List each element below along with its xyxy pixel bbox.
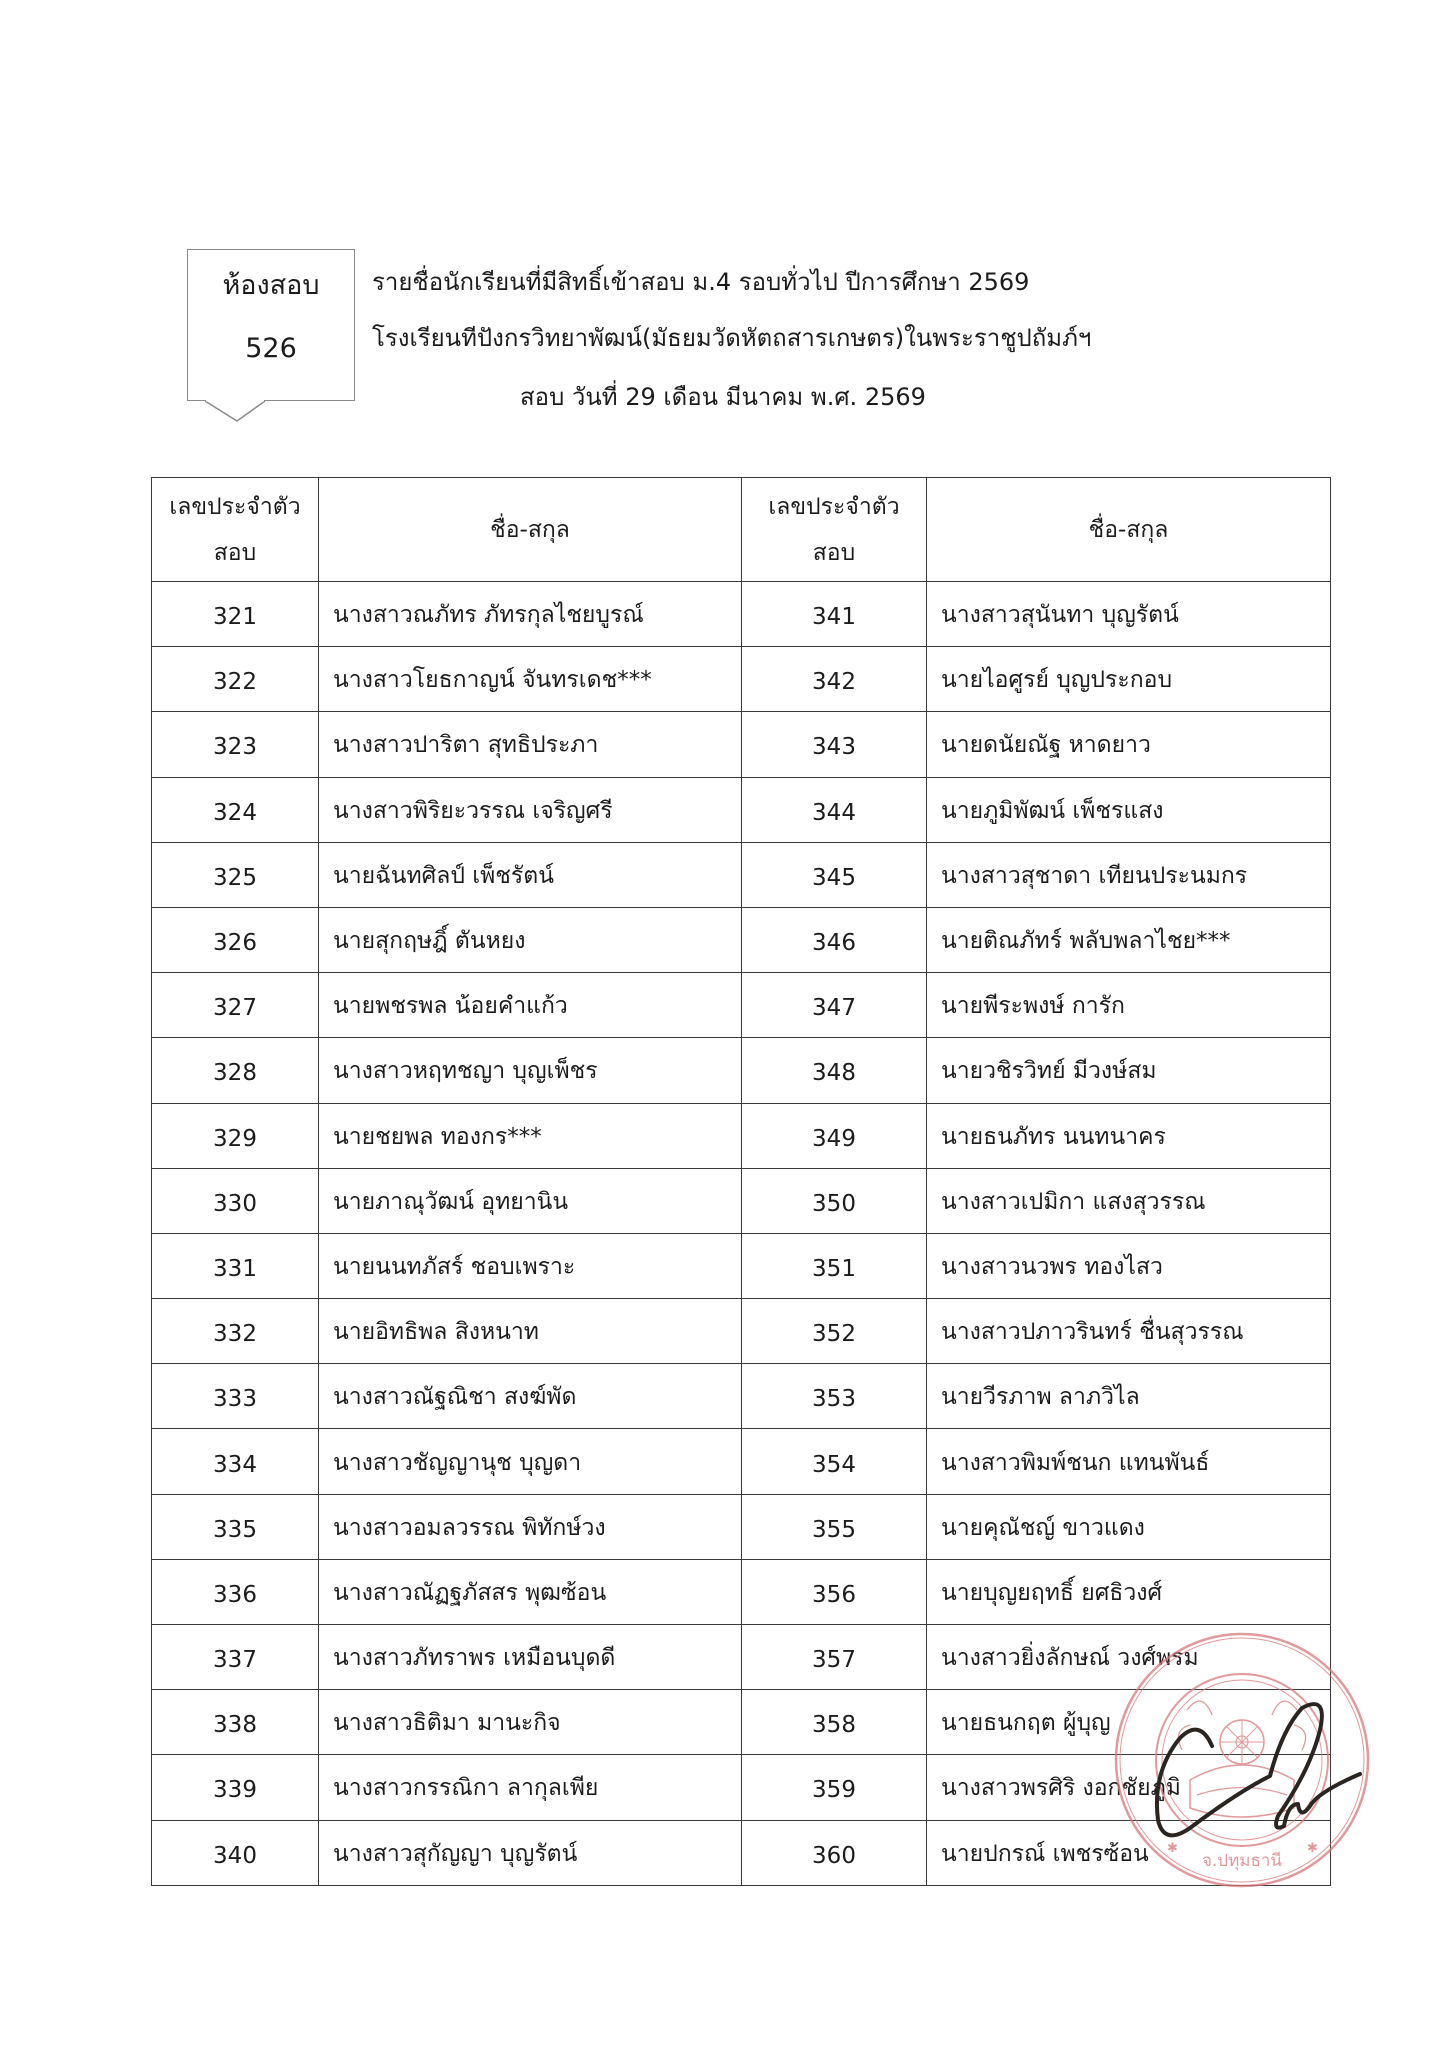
table-row [152,712,1331,777]
exam-id-cell: 336 [152,1559,319,1624]
table-header-row [152,478,1331,582]
student-name-cell: นางสาวยิ่งลักษณ์ วงศ์พรม [927,1625,1331,1690]
student-name-cell: นางสาวกรรณิกา ลากุลเพีย [319,1755,742,1820]
student-name-cell: นางสาวสุกัญญา บุญรัตน์ [319,1820,742,1885]
table-row [152,1429,1331,1494]
exam-id-cell: 338 [152,1690,319,1755]
student-name-cell: นายพชรพล น้อยคำแก้ว [319,973,742,1038]
student-name-cell: นายภาณุวัฒน์ อุทยานิน [319,1168,742,1233]
table-row [152,582,1331,647]
table-row [152,973,1331,1038]
exam-id-cell: 325 [152,842,319,907]
exam-id-cell: 322 [152,647,319,712]
exam-id-cell: 351 [742,1233,927,1298]
exam-id-cell: 358 [742,1690,927,1755]
student-name-cell: นางสาวหฤทชญา บุญเพ็ชร [319,1038,742,1103]
exam-id-cell: 332 [152,1299,319,1364]
document-title: รายชื่อนักเรียนที่มีสิทธิ์เข้าสอบ ม.4 รอบทั่วไป ปีการศึกษา 2569 [372,268,1030,296]
header-exam-id-line2: สอบ [213,539,257,566]
exam-id-cell: 342 [742,647,927,712]
exam-id-cell: 350 [742,1168,927,1233]
table-row [152,1755,1331,1820]
student-name-cell: นางสาวณภัทร ภัทรกุลไชยบูรณ์ [319,582,742,647]
exam-room-number: 526 [245,333,297,364]
exam-id-cell: 354 [742,1429,927,1494]
student-name-cell: นายดนัยณัฐ หาดยาว [927,712,1331,777]
exam-id-cell: 352 [742,1299,927,1364]
exam-id-cell: 337 [152,1625,319,1690]
exam-id-cell: 348 [742,1038,927,1103]
student-name-cell: นางสาวปาริตา สุทธิประภา [319,712,742,777]
exam-id-cell: 356 [742,1559,927,1624]
student-name-cell: นางสาวสุนันทา บุญรัตน์ [927,582,1331,647]
student-name-cell: นายฉันทศิลป์ เพ็ชรัตน์ [319,842,742,907]
header-exam-id-left [152,478,319,582]
exam-id-cell: 355 [742,1494,927,1559]
student-name-cell: นางสาวพิริยะวรรณ เจริญศรี [319,777,742,842]
exam-id-cell: 324 [152,777,319,842]
table-row [152,1168,1331,1233]
student-name-cell: นางสาวณัฐณิชา สงฆ์พัด [319,1364,742,1429]
student-name-cell: นางสาวธิติมา มานะกิจ [319,1690,742,1755]
student-name-cell: นางสาวภัทราพร เหมือนบุดดี [319,1625,742,1690]
exam-id-cell: 323 [152,712,319,777]
table-row [152,777,1331,842]
exam-room-label: ห้องสอบ [222,270,320,301]
student-name-cell: นายวชิรวิทย์ มีวงษ์สม [927,1038,1331,1103]
student-name-cell: นายสุกฤษฎิ์ ตันหยง [319,907,742,972]
exam-id-cell: 357 [742,1625,927,1690]
student-name-cell: นายคุณัชญ์ ขาวแดง [927,1494,1331,1559]
exam-id-cell: 327 [152,973,319,1038]
table-row [152,1820,1331,1885]
exam-id-cell: 339 [152,1755,319,1820]
student-name-cell: นางสาวพิมพ์ชนก แทนพันธ์ [927,1429,1331,1494]
table-row [152,647,1331,712]
exam-id-cell: 344 [742,777,927,842]
student-name-cell: นายธนภัทร นนทนาคร [927,1103,1331,1168]
table-row [152,1690,1331,1755]
student-name-cell: นายปกรณ์ เพชรซ้อน [927,1820,1331,1885]
table-row [152,907,1331,972]
header-name-right: ชื่อ-สกุล [927,478,1331,582]
roster-body [152,582,1331,1886]
exam-id-cell: 360 [742,1820,927,1885]
student-name-cell: นายบุญยฤทธิ์ ยศธิวงศ์ [927,1559,1331,1624]
exam-id-cell: 343 [742,712,927,777]
exam-id-cell: 359 [742,1755,927,1820]
table-row [152,1625,1331,1690]
exam-id-cell: 340 [152,1820,319,1885]
student-name-cell: นายภูมิพัฒน์ เพ็ชรแสง [927,777,1331,842]
student-name-cell: นายอิทธิพล สิงหนาท [319,1299,742,1364]
student-name-cell: นายชยพล ทองกร*** [319,1103,742,1168]
student-name-cell: นางสาวสุชาดา เทียนประนมกร [927,842,1331,907]
exam-room-box [187,249,355,401]
exam-id-cell: 329 [152,1103,319,1168]
exam-id-cell: 346 [742,907,927,972]
exam-id-cell: 335 [152,1494,319,1559]
exam-date: สอบ วันที่ 29 เดือน มีนาคม พ.ศ. 2569 [520,383,926,411]
exam-id-cell: 353 [742,1364,927,1429]
table-row [152,1299,1331,1364]
svg-text:✱: ✱ [1307,1841,1318,1856]
student-name-cell: นางสาวนวพร ทองไสว [927,1233,1331,1298]
exam-id-cell: 330 [152,1168,319,1233]
header-name-left: ชื่อ-สกุล [319,478,742,582]
exam-id-cell: 333 [152,1364,319,1429]
exam-id-cell: 347 [742,973,927,1038]
table-row [152,1559,1331,1624]
exam-id-cell: 328 [152,1038,319,1103]
student-roster-table [151,477,1331,1886]
student-name-cell: นางสาวณัฏฐภัสสร พุฒซ้อน [319,1559,742,1624]
student-name-cell: นายพีระพงษ์ การัก [927,973,1331,1038]
student-name-cell: นางสาวพรศิริ งอกชัยภูมิ [927,1755,1331,1820]
table-row [152,1103,1331,1168]
student-name-cell: นายวีรภาพ ลาภวิไล [927,1364,1331,1429]
student-name-cell: นางสาวชัญญานุช บุญดา [319,1429,742,1494]
exam-id-cell: 349 [742,1103,927,1168]
header-exam-id-line1: เลขประจำตัว [768,493,900,520]
exam-id-cell: 326 [152,907,319,972]
student-name-cell: นายไอศูรย์ บุญประกอบ [927,647,1331,712]
table-row [152,1233,1331,1298]
exam-id-cell: 334 [152,1429,319,1494]
stamp-province-text: จ.ปทุมธานี [1201,1851,1283,1871]
header-exam-id-right [742,478,927,582]
student-name-cell: นายธนกฤต ผู้บุญ [927,1690,1331,1755]
student-name-cell: นางสาวเปมิกา แสงสุวรรณ [927,1168,1331,1233]
student-name-cell: นางสาวโยธกาญน์ จันทรเดช*** [319,647,742,712]
exam-id-cell: 345 [742,842,927,907]
svg-text:✱: ✱ [1167,1841,1178,1856]
table-row [152,842,1331,907]
school-name: โรงเรียนทีปังกรวิทยาพัฒน์(มัธยมวัดหัตถสารเกษตร)ในพระราชูปถัมภ์ฯ [372,324,1092,352]
table-row [152,1038,1331,1103]
student-name-cell: นายนนทภัสร์ ชอบเพราะ [319,1233,742,1298]
header-exam-id-line1: เลขประจำตัว [169,493,301,520]
exam-id-cell: 341 [742,582,927,647]
table-row [152,1494,1331,1559]
callout-pointer-icon [205,400,265,422]
exam-id-cell: 321 [152,582,319,647]
header-exam-id-line2: สอบ [812,539,856,566]
student-name-cell: นางสาวปภาวรินทร์ ชื่นสุวรรณ [927,1299,1331,1364]
student-name-cell: นายติณภัทร์ พลับพลาไชย*** [927,907,1331,972]
exam-id-cell: 331 [152,1233,319,1298]
table-row [152,1364,1331,1429]
student-name-cell: นางสาวอมลวรรณ พิทักษ์วง [319,1494,742,1559]
